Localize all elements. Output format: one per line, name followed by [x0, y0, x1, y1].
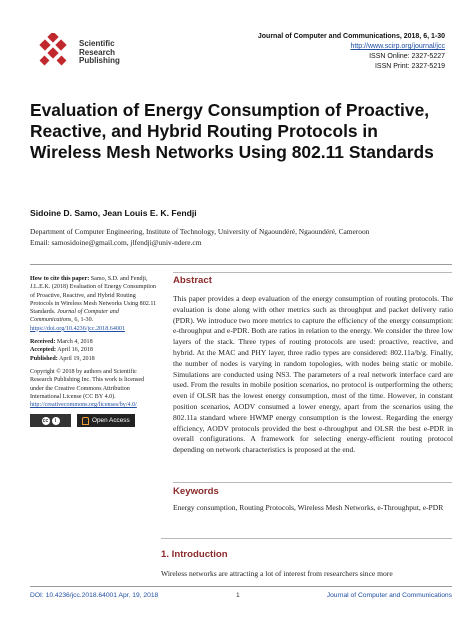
accepted-date: April 16, 2018: [57, 347, 93, 354]
received-label: Received:: [30, 339, 56, 346]
affiliation-department: Department of Computer Engineering, Institute of Technology, University of Ngaoundéré, Ngaoundéré, Cameroon: [30, 227, 370, 236]
publisher-name: [79, 40, 120, 66]
accepted-row: [30, 346, 158, 354]
dates-block: [30, 338, 158, 363]
issn-print: ISSN Print: 2327-5219: [374, 63, 445, 70]
cite-journal: Journal of Computer and Communications,: [30, 309, 119, 324]
cc-by-badge-icon[interactable]: cc i: [30, 414, 71, 427]
accepted-label: Accepted:: [30, 347, 57, 354]
license-link[interactable]: http://creativecommons.org/licenses/by/4.0/: [30, 402, 137, 409]
publisher-line: Publishing: [79, 56, 120, 65]
keywords-text: Energy consumption, Routing Protocols, Wireless Mesh Networks, e-Throughput, e-PDR: [173, 503, 444, 512]
paper-title: Evaluation of Energy Consumption of Proactive, Reactive, and Hybrid Routing Protocols in Wireless Mesh Networks Using 802.11 Standards: [30, 100, 434, 162]
published-row: [30, 355, 158, 363]
keywords-heading: Keywords: [173, 486, 219, 497]
citation-block: [30, 275, 158, 333]
received-date: March 4, 2018: [56, 339, 93, 346]
open-access-badge[interactable]: [77, 414, 135, 427]
affiliation: [30, 227, 450, 248]
affiliation-email: Email: samosidoine@gmail.com, jlfendji@univ-ndere.cm: [30, 237, 202, 247]
introduction-heading: 1. Introduction: [161, 549, 228, 560]
cite-label: How to cite this paper:: [30, 276, 90, 282]
author-list: Sidoine D. Samo, Jean Louis E. K. Fendji: [30, 208, 197, 218]
keywords-divider: [173, 482, 452, 483]
cite-text: Samo, S.D. and Fendji, J.L.E.K. (2018) Evaluation of Energy Consumption of Proactive, Reactive, and Hybrid Routing Protocols in Wireless Mesh Networks Using 802.11 Standards.: [30, 276, 157, 316]
footer-divider: [30, 586, 452, 587]
abstract-text: This paper provides a deep evaluation of the energy consumption of routing protocols. The evaluation is done along with other metrics such as throughput and packet delivery ratio (PDR). We introduce two more metrics to capture the efficiency of the energy consumption: e-throughput and e-PDR. Both are ratios in relation to the energy. We consider the three low layers of the stack. Three types of routing protocols are used: proactive, reactive, and hybrid. At the MAC and PHY layer, three radio types are considered: 802.11a/b/g. Finally, the number of nodes is varying in random topologies, with nodes being static or mobile. Simulations are conducted using NS3. The parameters of a real network interface card are used. From the results in mobile position scenarios, no protocol is outperforming the others; even if OLSR has the lowest energy consumption, most of the time. However, in constant position scenarios, AODV consumed a lower energy, apart from the scenarios using the 802.11a standard where HWMP energy consumption is the lowest. Regarding the energy efficiency, AODV protocols provided the best e-throughput and OLSR the best e-PDR in overall configurations. A framework for selecting energy-efficient routing protocol depending on network characteristics is proposed at the end.: [173, 294, 453, 455]
open-lock-icon: [82, 417, 89, 425]
footer-journal: Journal of Computer and Communications: [326, 592, 452, 599]
open-access-label: Open Access: [92, 417, 130, 425]
journal-info: [258, 32, 445, 72]
journal-url-link[interactable]: http://www.scirp.org/journal/jcc: [350, 43, 445, 50]
cite-tail: 6, 1-30.: [74, 317, 94, 324]
publisher-logo-icon: [36, 33, 70, 67]
divider: [30, 264, 452, 265]
intro-divider: [161, 538, 452, 539]
page-number: 1: [236, 592, 240, 599]
published-label: Published:: [30, 355, 58, 362]
copyright-block: [30, 368, 158, 409]
publisher-line: Scientific: [79, 39, 115, 48]
abstract-divider: [173, 272, 452, 273]
sidebar: [30, 275, 158, 427]
journal-citation-line: Journal of Computer and Communications, 2018, 6, 1-30: [257, 33, 445, 40]
published-date: April 19, 2018: [58, 355, 95, 362]
footer-doi: DOI: 10.4236/jcc.2018.64001 Apr. 19, 2018: [30, 592, 159, 599]
badges: [30, 414, 158, 427]
cite-doi-link[interactable]: https://doi.org/10.4236/jcc.2018.64001: [30, 325, 126, 332]
abstract-heading: Abstract: [173, 275, 212, 286]
received-row: [30, 338, 158, 346]
publisher-line: Research: [79, 47, 116, 57]
introduction-text: Wireless networks are attracting a lot of interest from researchers since more: [161, 569, 393, 578]
issn-online: ISSN Online: 2327-5227: [369, 53, 445, 60]
copyright-text: Copyright © 2018 by authors and Scientific Research Publishing Inc. This work is licensed under the Creative Commons Attribution International License (CC BY 4.0).: [30, 368, 145, 400]
